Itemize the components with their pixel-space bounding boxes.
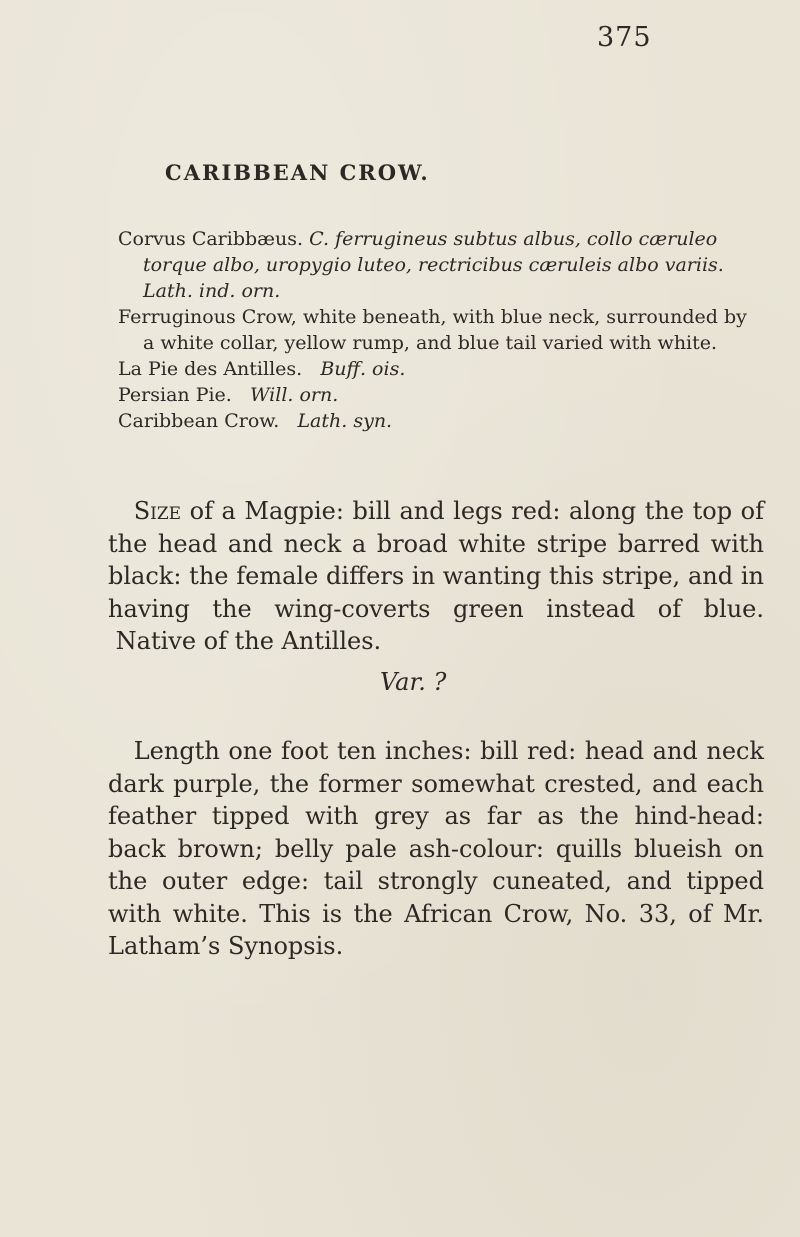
synonym-name: La Pie des Antilles.: [118, 358, 303, 380]
synonymy-block: [118, 226, 758, 434]
synonym-entry: [118, 382, 758, 408]
synonym-name: Ferruginous Crow, white beneath, with blue neck, surrounded by a white collar, yellow rump, and blue tail varied with white.: [118, 306, 747, 354]
size-lead: Size: [133, 497, 182, 525]
synonym-reference: Buff. ois.: [320, 358, 406, 380]
page-number: 375: [597, 22, 652, 53]
synonym-name: Corvus Caribbæus.: [118, 228, 304, 250]
description-paragraph: [108, 495, 764, 658]
synonym-name: Persian Pie.: [118, 384, 232, 406]
synonym-reference: Lath. syn.: [297, 410, 393, 432]
page-title: CARIBBEAN CROW.: [165, 160, 430, 185]
synonym-reference: Will. orn.: [249, 384, 339, 406]
synonym-entry: [118, 356, 758, 382]
size-text: of a Magpie: bill and legs red: along the top of the head and neck a broad white stripe barred with black: the female differs in wanting this stripe, and in having the wing-coverts green instead of blue.: [108, 497, 765, 623]
synonym-entry: [118, 304, 758, 356]
habitat-text: Native of the Antilles.: [115, 627, 382, 655]
variety-paragraph: [108, 735, 764, 963]
synonym-name: Caribbean Crow.: [118, 410, 280, 432]
synonym-description: C. ferrugineus subtus albus, collo cæruleo torque albo, uropygio luteo, rectricibus cæruleis albo variis.: [143, 228, 724, 276]
variety-text: Length one foot ten inches: bill red: head and neck dark purple, the former somewhat crested, and each feather tipped with grey as far as the hind-head: back brown; belly pale ash-colour: quills blueish on the outer edge: tail strongly cuneated, and tipped with white. This is the African Crow, No. 33, of Mr. Latham’s Synopsis.: [108, 737, 764, 960]
synonym-entry: [118, 226, 758, 304]
variety-label: Var. ?: [380, 668, 447, 696]
synonym-reference: Lath. ind. orn.: [143, 280, 281, 302]
synonym-entry: [118, 408, 758, 434]
